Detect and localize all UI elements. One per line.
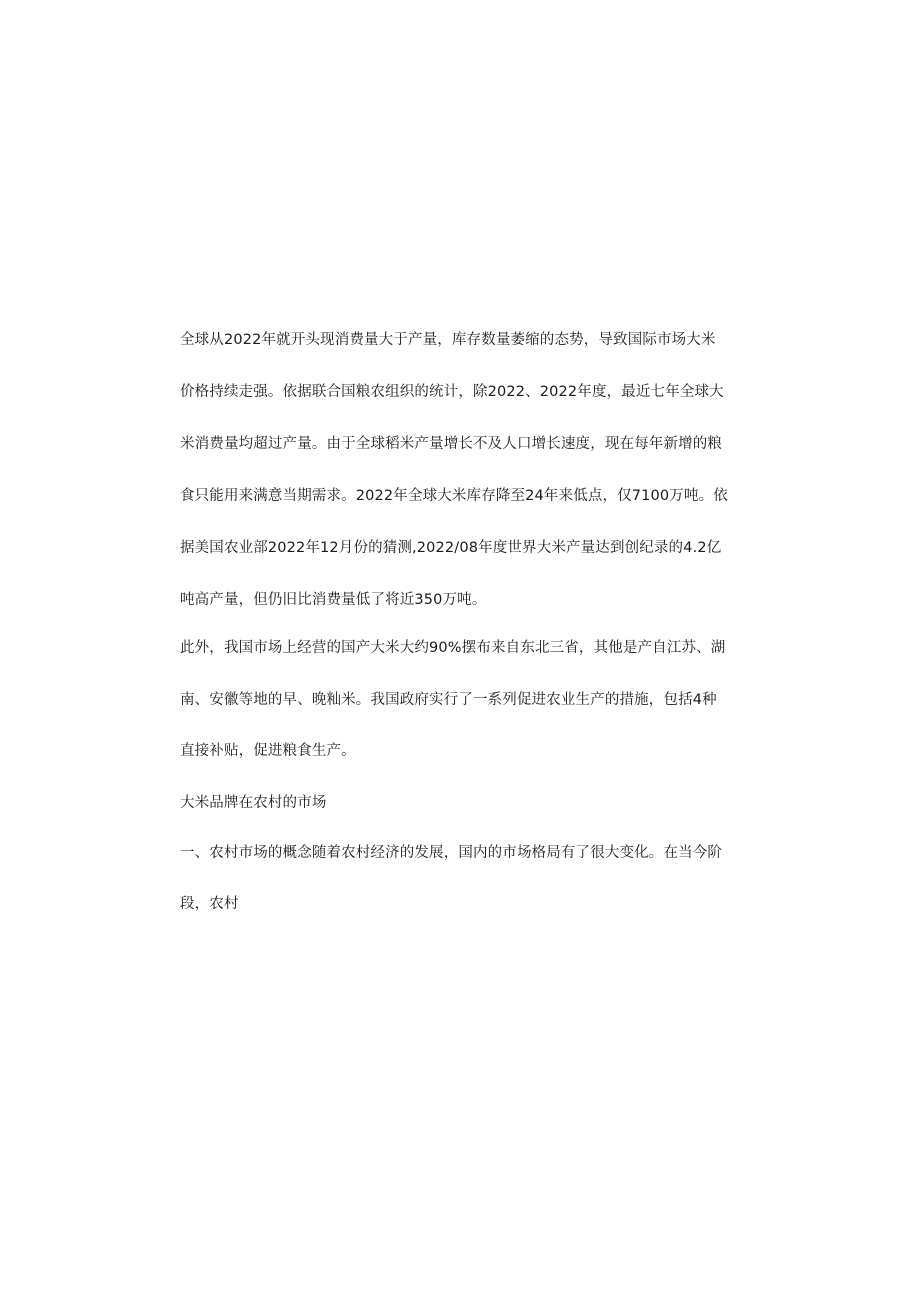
paragraph-line: 直接补贴，促进粮食生产。	[180, 743, 356, 759]
paragraph-line: 南、安徽等地的早、晚籼米。我国政府实行了一系列促进农业生产的措施，包括4种	[180, 692, 717, 708]
paragraph-line: 食只能用来满意当期需求。2022年全球大米库存降至24年来低点，仅7100万吨。依	[180, 488, 728, 504]
paragraph-line: 吨高产量，但仍旧比消费量低了将近350万吨。	[180, 592, 487, 608]
paragraph-line: 此外，我国市场上经营的国产大米大约90%摆布来自东北三省，其他是产自江苏、湖	[180, 640, 726, 656]
paragraph-line: 全球从2022年就开头现消费量大于产量，库存数量萎缩的态势，导致国际市场大米	[180, 332, 716, 348]
paragraph-line: 段，农村	[180, 896, 239, 912]
paragraph-line: 据美国农业部2022年12月份的猜测,2022/08年度世界大米产量达到创纪录的4.2亿	[180, 540, 722, 556]
paragraph-line: 一、农村市场的概念随着农村经济的发展，国内的市场格局有了很大变化。在当今阶	[180, 845, 723, 861]
paragraph-line: 米消费量均超过产量。由于全球稻米产量增长不及人口增长速度，现在每年新增的粮	[180, 436, 723, 452]
paragraph-line: 价格持续走强。依据联合国粮农组织的统计，除2022、2022年度，最近七年全球大	[180, 384, 724, 400]
section-heading: 大米品牌在农村的市场	[180, 795, 327, 811]
